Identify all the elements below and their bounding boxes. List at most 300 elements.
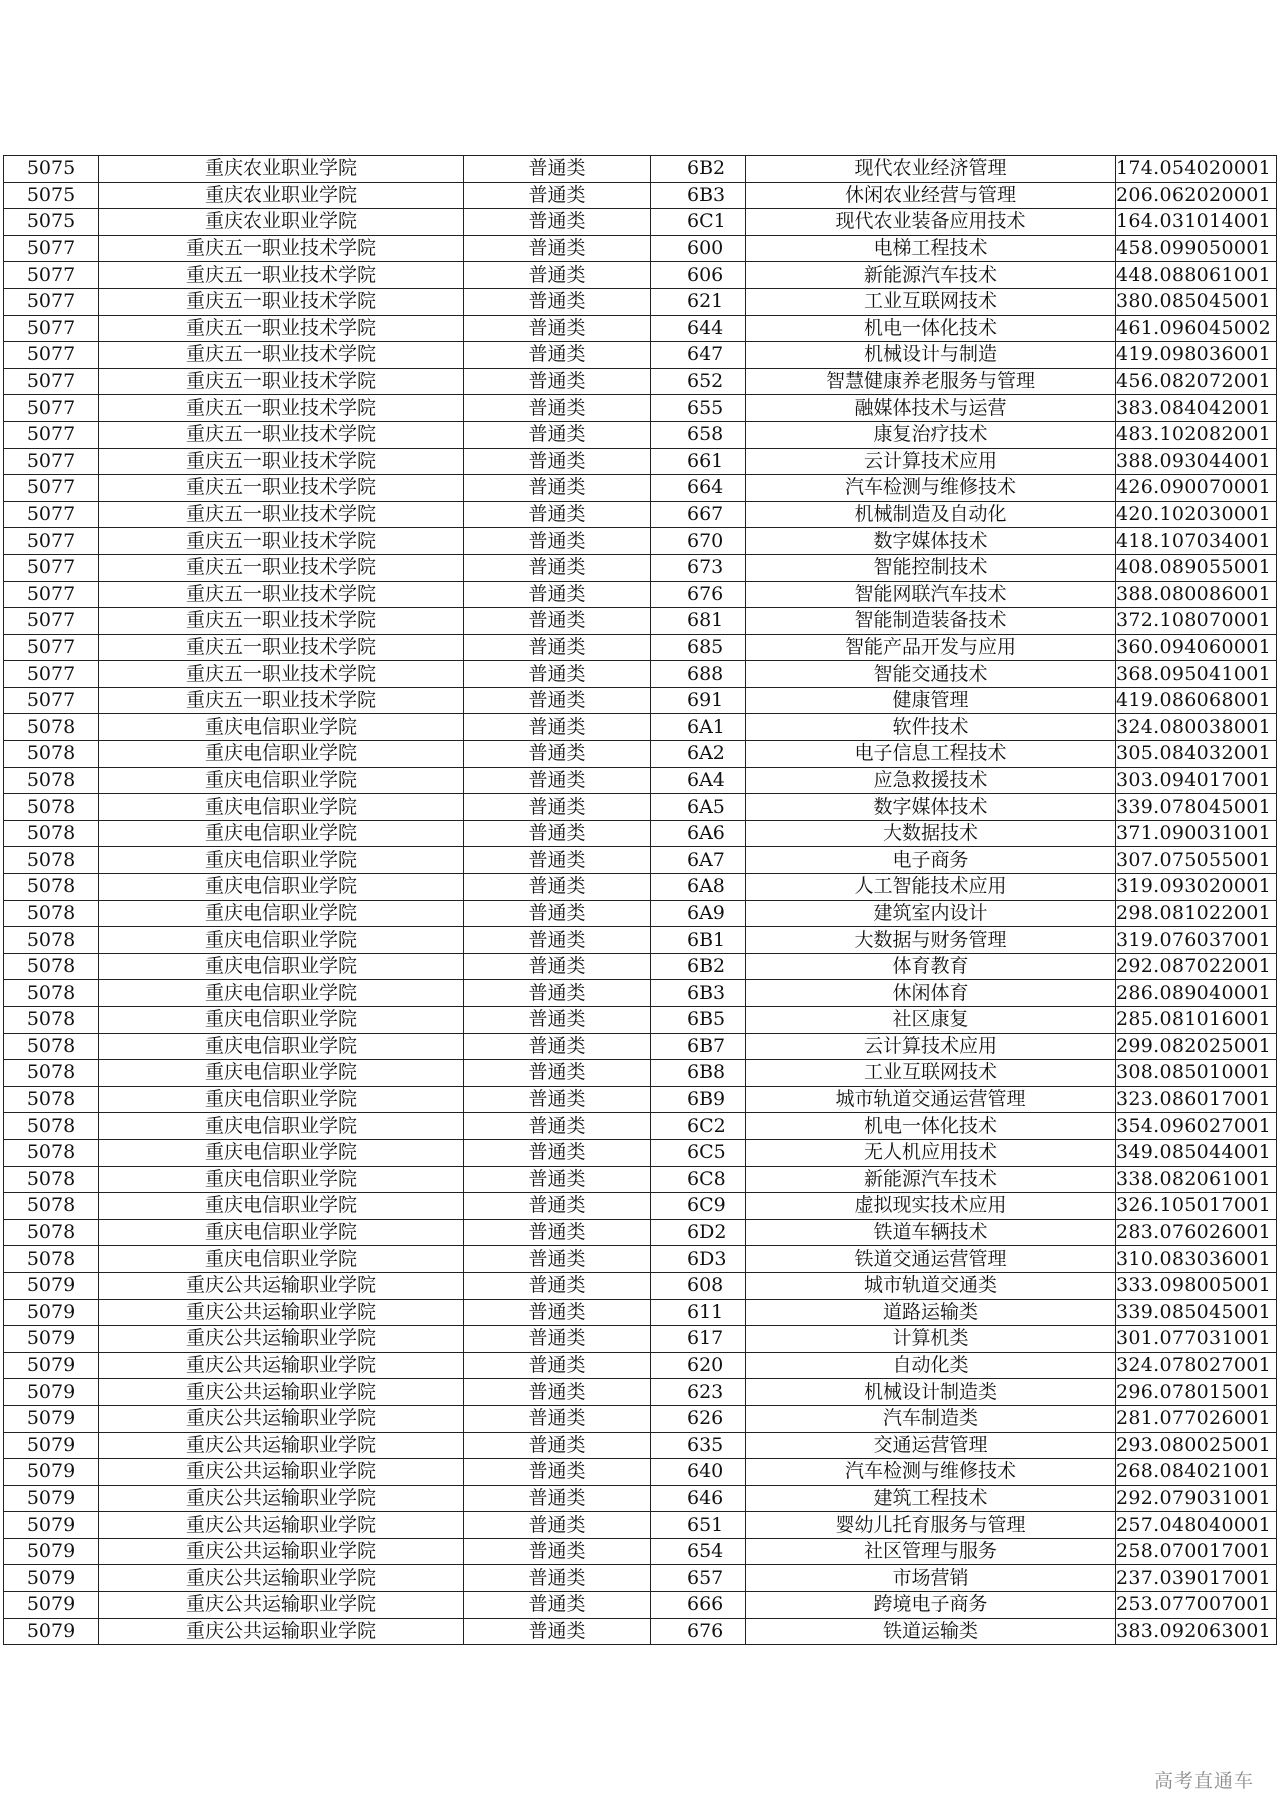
score-cell: 461.096045002	[1116, 315, 1277, 342]
category-cell: 普通类	[464, 661, 651, 688]
major-name-cell: 现代农业装备应用技术	[746, 209, 1116, 236]
school-name-cell: 重庆五一职业技术学院	[99, 687, 464, 714]
school-name-cell: 重庆公共运输职业学院	[99, 1405, 464, 1432]
major-code-cell: 666	[651, 1592, 746, 1619]
school-code-cell: 5077	[4, 395, 99, 422]
table-row	[4, 1565, 1277, 1592]
category-cell: 普通类	[464, 368, 651, 395]
school-name-cell: 重庆电信职业学院	[99, 847, 464, 874]
major-name-cell: 智能产品开发与应用	[746, 634, 1116, 661]
category-cell: 普通类	[464, 262, 651, 289]
school-code-cell: 5077	[4, 315, 99, 342]
school-code-cell: 5079	[4, 1272, 99, 1299]
category-cell: 普通类	[464, 1379, 651, 1406]
category-cell: 普通类	[464, 448, 651, 475]
school-code-cell: 5079	[4, 1326, 99, 1353]
major-name-cell: 汽车制造类	[746, 1405, 1116, 1432]
school-name-cell: 重庆五一职业技术学院	[99, 661, 464, 688]
school-name-cell: 重庆电信职业学院	[99, 1219, 464, 1246]
major-code-cell: 6B1	[651, 927, 746, 954]
score-cell: 305.084032001	[1116, 741, 1277, 768]
category-cell: 普通类	[464, 1219, 651, 1246]
school-name-cell: 重庆五一职业技术学院	[99, 608, 464, 635]
table-row	[4, 1432, 1277, 1459]
score-cell: 380.085045001	[1116, 288, 1277, 315]
table-row	[4, 661, 1277, 688]
major-code-cell: 652	[651, 368, 746, 395]
category-cell: 普通类	[464, 554, 651, 581]
table-row	[4, 980, 1277, 1007]
score-cell: 237.039017001	[1116, 1565, 1277, 1592]
major-name-cell: 大数据与财务管理	[746, 927, 1116, 954]
major-code-cell: 620	[651, 1352, 746, 1379]
major-name-cell: 交通运营管理	[746, 1432, 1116, 1459]
score-cell: 456.082072001	[1116, 368, 1277, 395]
school-code-cell: 5079	[4, 1459, 99, 1486]
major-code-cell: 688	[651, 661, 746, 688]
table-row	[4, 182, 1277, 209]
school-name-cell: 重庆农业职业学院	[99, 209, 464, 236]
table-row	[4, 1326, 1277, 1353]
school-code-cell: 5079	[4, 1565, 99, 1592]
category-cell: 普通类	[464, 1432, 651, 1459]
major-name-cell: 计算机类	[746, 1326, 1116, 1353]
score-cell: 319.076037001	[1116, 927, 1277, 954]
score-cell: 296.078015001	[1116, 1379, 1277, 1406]
school-code-cell: 5075	[4, 182, 99, 209]
score-cell: 298.081022001	[1116, 900, 1277, 927]
school-name-cell: 重庆电信职业学院	[99, 1166, 464, 1193]
major-code-cell: 6B2	[651, 156, 746, 183]
score-cell: 257.048040001	[1116, 1512, 1277, 1539]
major-name-cell: 工业互联网技术	[746, 288, 1116, 315]
score-cell: 448.088061001	[1116, 262, 1277, 289]
school-code-cell: 5078	[4, 1113, 99, 1140]
score-cell: 292.087022001	[1116, 953, 1277, 980]
score-cell: 419.086068001	[1116, 687, 1277, 714]
major-name-cell: 智能制造装备技术	[746, 608, 1116, 635]
score-cell: 310.083036001	[1116, 1246, 1277, 1273]
school-code-cell: 5078	[4, 1086, 99, 1113]
score-cell: 164.031014001	[1116, 209, 1277, 236]
school-name-cell: 重庆五一职业技术学院	[99, 262, 464, 289]
major-name-cell: 铁道运输类	[746, 1618, 1116, 1645]
school-name-cell: 重庆五一职业技术学院	[99, 554, 464, 581]
category-cell: 普通类	[464, 1060, 651, 1087]
score-cell: 307.075055001	[1116, 847, 1277, 874]
score-cell: 338.082061001	[1116, 1166, 1277, 1193]
school-name-cell: 重庆五一职业技术学院	[99, 528, 464, 555]
score-cell: 308.085010001	[1116, 1060, 1277, 1087]
table-row	[4, 1219, 1277, 1246]
table-row	[4, 634, 1277, 661]
score-cell: 301.077031001	[1116, 1326, 1277, 1353]
table-row	[4, 1060, 1277, 1087]
school-code-cell: 5078	[4, 794, 99, 821]
score-cell: 388.080086001	[1116, 581, 1277, 608]
category-cell: 普通类	[464, 900, 651, 927]
major-code-cell: 681	[651, 608, 746, 635]
admission-score-table	[3, 155, 1277, 1645]
major-name-cell: 电子商务	[746, 847, 1116, 874]
school-name-cell: 重庆公共运输职业学院	[99, 1432, 464, 1459]
school-code-cell: 5078	[4, 714, 99, 741]
table-row	[4, 528, 1277, 555]
major-name-cell: 道路运输类	[746, 1299, 1116, 1326]
major-code-cell: 6B8	[651, 1060, 746, 1087]
major-code-cell: 6A7	[651, 847, 746, 874]
major-name-cell: 机电一体化技术	[746, 1113, 1116, 1140]
school-name-cell: 重庆公共运输职业学院	[99, 1352, 464, 1379]
school-code-cell: 5077	[4, 554, 99, 581]
school-code-cell: 5077	[4, 342, 99, 369]
major-name-cell: 休闲体育	[746, 980, 1116, 1007]
major-code-cell: 608	[651, 1272, 746, 1299]
major-code-cell: 617	[651, 1326, 746, 1353]
major-name-cell: 智能控制技术	[746, 554, 1116, 581]
major-code-cell: 6C1	[651, 209, 746, 236]
school-code-cell: 5078	[4, 820, 99, 847]
score-cell: 303.094017001	[1116, 767, 1277, 794]
major-code-cell: 664	[651, 475, 746, 502]
major-name-cell: 社区康复	[746, 1007, 1116, 1034]
school-name-cell: 重庆电信职业学院	[99, 1060, 464, 1087]
score-cell: 483.102082001	[1116, 421, 1277, 448]
table-row	[4, 235, 1277, 262]
major-code-cell: 6A8	[651, 874, 746, 901]
admission-score-table-sheet	[3, 155, 1276, 1645]
major-name-cell: 建筑工程技术	[746, 1485, 1116, 1512]
category-cell: 普通类	[464, 1565, 651, 1592]
school-name-cell: 重庆公共运输职业学院	[99, 1459, 464, 1486]
major-code-cell: 6B5	[651, 1007, 746, 1034]
major-code-cell: 673	[651, 554, 746, 581]
major-name-cell: 虚拟现实技术应用	[746, 1193, 1116, 1220]
category-cell: 普通类	[464, 767, 651, 794]
table-row	[4, 554, 1277, 581]
category-cell: 普通类	[464, 1113, 651, 1140]
school-name-cell: 重庆电信职业学院	[99, 1193, 464, 1220]
watermark-text: 高考直通车	[1153, 1770, 1254, 1792]
major-code-cell: 6A6	[651, 820, 746, 847]
school-name-cell: 重庆电信职业学院	[99, 1086, 464, 1113]
category-cell: 普通类	[464, 156, 651, 183]
table-row	[4, 1538, 1277, 1565]
major-code-cell: 6C2	[651, 1113, 746, 1140]
school-name-cell: 重庆电信职业学院	[99, 927, 464, 954]
major-name-cell: 机械设计制造类	[746, 1379, 1116, 1406]
school-code-cell: 5078	[4, 767, 99, 794]
school-code-cell: 5077	[4, 288, 99, 315]
table-row	[4, 820, 1277, 847]
major-name-cell: 软件技术	[746, 714, 1116, 741]
category-cell: 普通类	[464, 1326, 651, 1353]
school-name-cell: 重庆五一职业技术学院	[99, 475, 464, 502]
school-name-cell: 重庆公共运输职业学院	[99, 1272, 464, 1299]
category-cell: 普通类	[464, 1299, 651, 1326]
school-code-cell: 5078	[4, 741, 99, 768]
score-cell: 354.096027001	[1116, 1113, 1277, 1140]
category-cell: 普通类	[464, 581, 651, 608]
school-name-cell: 重庆农业职业学院	[99, 156, 464, 183]
school-code-cell: 5078	[4, 900, 99, 927]
category-cell: 普通类	[464, 687, 651, 714]
category-cell: 普通类	[464, 342, 651, 369]
major-name-cell: 无人机应用技术	[746, 1139, 1116, 1166]
major-code-cell: 6A5	[651, 794, 746, 821]
score-cell: 206.062020001	[1116, 182, 1277, 209]
school-name-cell: 重庆电信职业学院	[99, 741, 464, 768]
major-name-cell: 云计算技术应用	[746, 448, 1116, 475]
major-code-cell: 651	[651, 1512, 746, 1539]
school-code-cell: 5078	[4, 847, 99, 874]
major-code-cell: 691	[651, 687, 746, 714]
table-row	[4, 262, 1277, 289]
school-name-cell: 重庆农业职业学院	[99, 182, 464, 209]
major-name-cell: 铁道交通运营管理	[746, 1246, 1116, 1273]
school-code-cell: 5077	[4, 235, 99, 262]
major-name-cell: 数字媒体技术	[746, 528, 1116, 555]
major-name-cell: 汽车检测与维修技术	[746, 1459, 1116, 1486]
major-code-cell: 6C5	[651, 1139, 746, 1166]
school-code-cell: 5078	[4, 1246, 99, 1273]
school-name-cell: 重庆公共运输职业学院	[99, 1485, 464, 1512]
school-name-cell: 重庆电信职业学院	[99, 1033, 464, 1060]
table-row	[4, 874, 1277, 901]
category-cell: 普通类	[464, 209, 651, 236]
major-code-cell: 6A9	[651, 900, 746, 927]
school-name-cell: 重庆公共运输职业学院	[99, 1538, 464, 1565]
school-name-cell: 重庆五一职业技术学院	[99, 581, 464, 608]
major-code-cell: 646	[651, 1485, 746, 1512]
major-name-cell: 新能源汽车技术	[746, 1166, 1116, 1193]
category-cell: 普通类	[464, 847, 651, 874]
school-code-cell: 5078	[4, 953, 99, 980]
major-name-cell: 休闲农业经营与管理	[746, 182, 1116, 209]
major-code-cell: 635	[651, 1432, 746, 1459]
major-name-cell: 自动化类	[746, 1352, 1116, 1379]
school-code-cell: 5078	[4, 1193, 99, 1220]
category-cell: 普通类	[464, 421, 651, 448]
school-name-cell: 重庆电信职业学院	[99, 714, 464, 741]
score-cell: 339.078045001	[1116, 794, 1277, 821]
school-code-cell: 5077	[4, 448, 99, 475]
school-code-cell: 5078	[4, 1166, 99, 1193]
school-code-cell: 5079	[4, 1538, 99, 1565]
table-row	[4, 315, 1277, 342]
major-code-cell: 6B2	[651, 953, 746, 980]
school-name-cell: 重庆公共运输职业学院	[99, 1512, 464, 1539]
school-name-cell: 重庆电信职业学院	[99, 1246, 464, 1273]
school-code-cell: 5078	[4, 1033, 99, 1060]
major-code-cell: 6B9	[651, 1086, 746, 1113]
major-name-cell: 融媒体技术与运营	[746, 395, 1116, 422]
table-row	[4, 953, 1277, 980]
table-row	[4, 767, 1277, 794]
school-code-cell: 5079	[4, 1299, 99, 1326]
table-row	[4, 741, 1277, 768]
school-code-cell: 5079	[4, 1379, 99, 1406]
school-code-cell: 5078	[4, 874, 99, 901]
major-code-cell: 6A1	[651, 714, 746, 741]
table-row	[4, 714, 1277, 741]
table-row	[4, 475, 1277, 502]
score-cell: 383.092063001	[1116, 1618, 1277, 1645]
major-code-cell: 676	[651, 1618, 746, 1645]
major-name-cell: 电梯工程技术	[746, 235, 1116, 262]
school-code-cell: 5077	[4, 368, 99, 395]
category-cell: 普通类	[464, 235, 651, 262]
major-code-cell: 661	[651, 448, 746, 475]
table-row	[4, 1405, 1277, 1432]
school-name-cell: 重庆公共运输职业学院	[99, 1565, 464, 1592]
score-cell: 253.077007001	[1116, 1592, 1277, 1619]
category-cell: 普通类	[464, 1405, 651, 1432]
major-code-cell: 6B7	[651, 1033, 746, 1060]
table-row	[4, 209, 1277, 236]
category-cell: 普通类	[464, 820, 651, 847]
major-name-cell: 智能交通技术	[746, 661, 1116, 688]
school-code-cell: 5077	[4, 581, 99, 608]
table-row	[4, 1193, 1277, 1220]
category-cell: 普通类	[464, 927, 651, 954]
score-cell: 383.084042001	[1116, 395, 1277, 422]
table-body	[4, 156, 1277, 1645]
category-cell: 普通类	[464, 953, 651, 980]
school-name-cell: 重庆电信职业学院	[99, 900, 464, 927]
school-code-cell: 5078	[4, 1219, 99, 1246]
major-code-cell: 6C9	[651, 1193, 746, 1220]
category-cell: 普通类	[464, 1086, 651, 1113]
score-cell: 326.105017001	[1116, 1193, 1277, 1220]
school-name-cell: 重庆五一职业技术学院	[99, 501, 464, 528]
school-name-cell: 重庆电信职业学院	[99, 794, 464, 821]
score-cell: 293.080025001	[1116, 1432, 1277, 1459]
major-name-cell: 应急救援技术	[746, 767, 1116, 794]
school-name-cell: 重庆五一职业技术学院	[99, 448, 464, 475]
table-row	[4, 1166, 1277, 1193]
major-name-cell: 城市轨道交通运营管理	[746, 1086, 1116, 1113]
major-code-cell: 640	[651, 1459, 746, 1486]
school-code-cell: 5077	[4, 421, 99, 448]
score-cell: 323.086017001	[1116, 1086, 1277, 1113]
major-code-cell: 623	[651, 1379, 746, 1406]
category-cell: 普通类	[464, 874, 651, 901]
major-name-cell: 机械制造及自动化	[746, 501, 1116, 528]
school-name-cell: 重庆五一职业技术学院	[99, 368, 464, 395]
score-cell: 339.085045001	[1116, 1299, 1277, 1326]
school-code-cell: 5078	[4, 980, 99, 1007]
table-row	[4, 608, 1277, 635]
table-row	[4, 342, 1277, 369]
table-row	[4, 1512, 1277, 1539]
table-row	[4, 501, 1277, 528]
major-name-cell: 婴幼儿托育服务与管理	[746, 1512, 1116, 1539]
school-code-cell: 5077	[4, 262, 99, 289]
score-cell: 283.076026001	[1116, 1219, 1277, 1246]
score-cell: 333.098005001	[1116, 1272, 1277, 1299]
school-code-cell: 5077	[4, 634, 99, 661]
table-row	[4, 847, 1277, 874]
school-code-cell: 5079	[4, 1512, 99, 1539]
table-row	[4, 900, 1277, 927]
table-row	[4, 1299, 1277, 1326]
score-cell: 286.089040001	[1116, 980, 1277, 1007]
school-name-cell: 重庆公共运输职业学院	[99, 1379, 464, 1406]
school-code-cell: 5075	[4, 156, 99, 183]
school-code-cell: 5079	[4, 1405, 99, 1432]
table-row	[4, 1485, 1277, 1512]
school-name-cell: 重庆五一职业技术学院	[99, 634, 464, 661]
category-cell: 普通类	[464, 1512, 651, 1539]
major-code-cell: 657	[651, 1565, 746, 1592]
category-cell: 普通类	[464, 608, 651, 635]
score-cell: 324.080038001	[1116, 714, 1277, 741]
category-cell: 普通类	[464, 315, 651, 342]
major-name-cell: 现代农业经济管理	[746, 156, 1116, 183]
major-code-cell: 670	[651, 528, 746, 555]
major-code-cell: 676	[651, 581, 746, 608]
score-cell: 349.085044001	[1116, 1139, 1277, 1166]
school-code-cell: 5079	[4, 1352, 99, 1379]
score-cell: 418.107034001	[1116, 528, 1277, 555]
score-cell: 258.070017001	[1116, 1538, 1277, 1565]
school-name-cell: 重庆五一职业技术学院	[99, 421, 464, 448]
major-name-cell: 人工智能技术应用	[746, 874, 1116, 901]
category-cell: 普通类	[464, 1485, 651, 1512]
category-cell: 普通类	[464, 634, 651, 661]
major-name-cell: 社区管理与服务	[746, 1538, 1116, 1565]
score-cell: 268.084021001	[1116, 1459, 1277, 1486]
school-code-cell: 5078	[4, 1139, 99, 1166]
school-code-cell: 5078	[4, 1007, 99, 1034]
major-code-cell: 611	[651, 1299, 746, 1326]
school-name-cell: 重庆电信职业学院	[99, 1007, 464, 1034]
school-name-cell: 重庆电信职业学院	[99, 1113, 464, 1140]
school-code-cell: 5078	[4, 927, 99, 954]
score-cell: 174.054020001	[1116, 156, 1277, 183]
major-code-cell: 6C8	[651, 1166, 746, 1193]
table-row	[4, 1272, 1277, 1299]
table-row	[4, 288, 1277, 315]
category-cell: 普通类	[464, 1618, 651, 1645]
table-row	[4, 448, 1277, 475]
score-cell: 420.102030001	[1116, 501, 1277, 528]
school-code-cell: 5078	[4, 1060, 99, 1087]
school-code-cell: 5077	[4, 661, 99, 688]
category-cell: 普通类	[464, 1193, 651, 1220]
category-cell: 普通类	[464, 528, 651, 555]
table-row	[4, 1246, 1277, 1273]
score-cell: 419.098036001	[1116, 342, 1277, 369]
table-row	[4, 1459, 1277, 1486]
table-row	[4, 1086, 1277, 1113]
category-cell: 普通类	[464, 1272, 651, 1299]
major-name-cell: 机电一体化技术	[746, 315, 1116, 342]
category-cell: 普通类	[464, 1538, 651, 1565]
school-name-cell: 重庆公共运输职业学院	[99, 1299, 464, 1326]
major-name-cell: 城市轨道交通类	[746, 1272, 1116, 1299]
score-cell: 371.090031001	[1116, 820, 1277, 847]
school-code-cell: 5075	[4, 209, 99, 236]
score-cell: 324.078027001	[1116, 1352, 1277, 1379]
school-code-cell: 5077	[4, 687, 99, 714]
major-name-cell: 建筑室内设计	[746, 900, 1116, 927]
school-name-cell: 重庆五一职业技术学院	[99, 288, 464, 315]
major-code-cell: 647	[651, 342, 746, 369]
school-name-cell: 重庆公共运输职业学院	[99, 1618, 464, 1645]
school-code-cell: 5077	[4, 475, 99, 502]
